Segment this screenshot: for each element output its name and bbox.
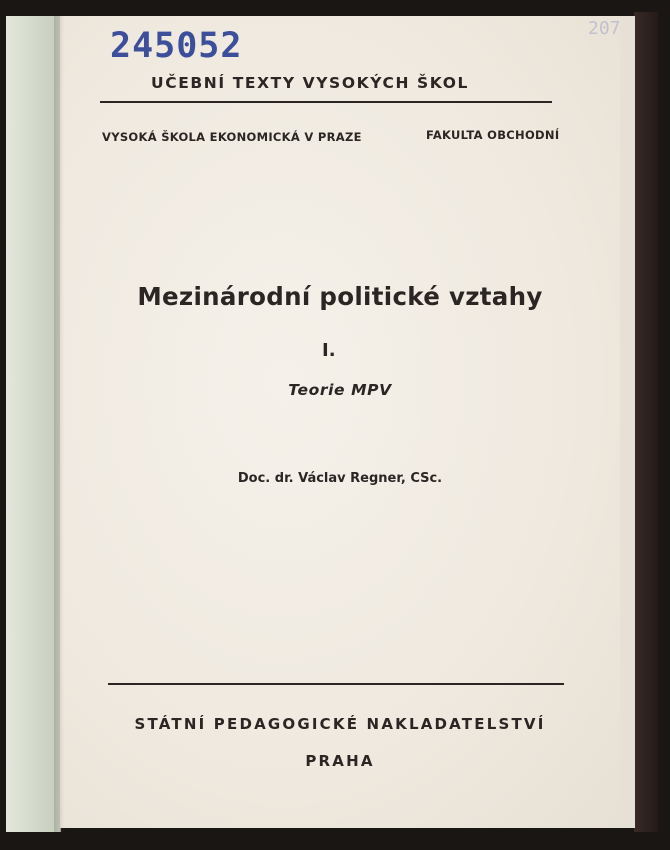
- faculty-name: FAKULTA OBCHODNÍ: [426, 128, 560, 142]
- binding-board: [6, 16, 61, 832]
- publisher-name: STÁTNÍ PEDAGOGICKÉ NAKLADATELSTVÍ: [134, 715, 546, 733]
- spine-shadow: [54, 16, 64, 832]
- title-page: [60, 16, 620, 828]
- back-page-edge: [618, 16, 635, 828]
- publisher-city: PRAHA: [305, 752, 375, 770]
- volume-number: I.: [322, 340, 336, 361]
- series-heading: UČEBNÍ TEXTY VYSOKÝCH ŠKOL: [151, 74, 469, 92]
- back-cover-edge: [634, 12, 658, 832]
- top-rule: [100, 101, 552, 103]
- faint-corner-mark: 207: [588, 18, 621, 39]
- school-name: VYSOKÁ ŠKOLA EKONOMICKÁ V PRAZE: [102, 130, 362, 144]
- book-author: Doc. dr. Václav Regner, CSc.: [237, 471, 443, 486]
- inventory-stamp: 245052: [110, 26, 243, 66]
- bottom-rule: [108, 683, 564, 685]
- book-subtitle: Teorie MPV: [288, 381, 392, 399]
- book-title: Mezinárodní politické vztahy: [137, 282, 543, 311]
